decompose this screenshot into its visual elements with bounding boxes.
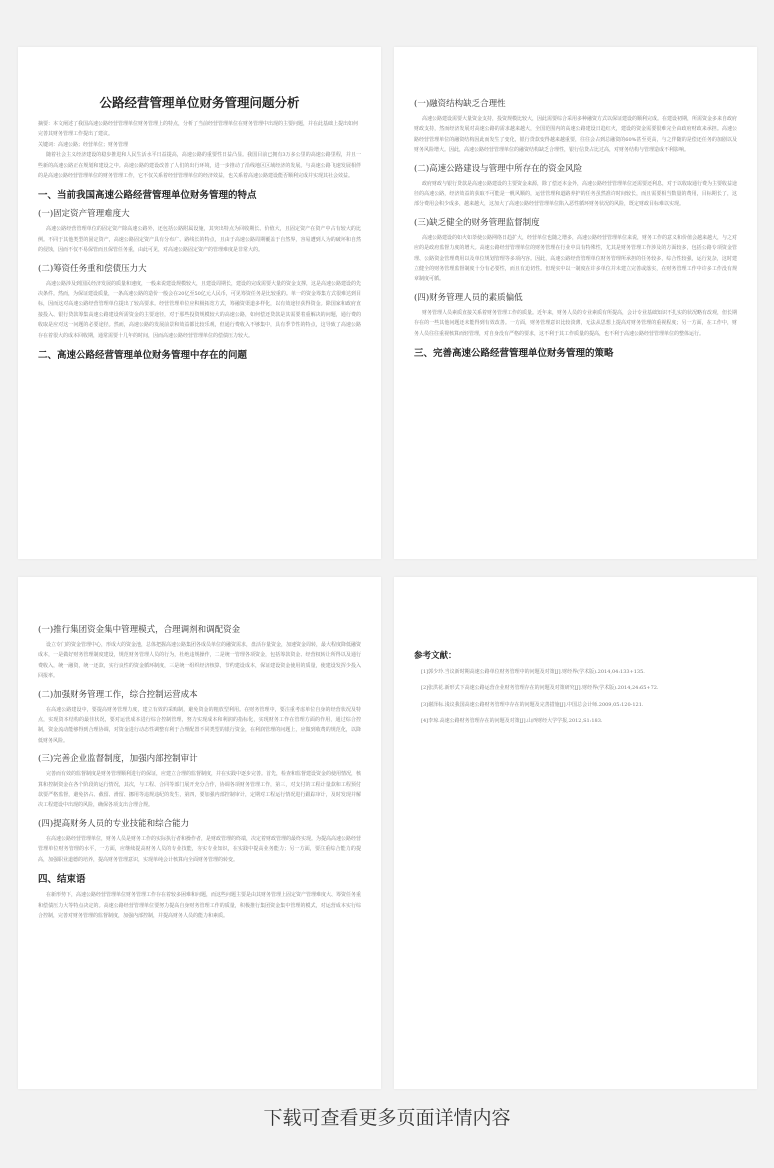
paragraph: 完善而有效的监督制度是财务管理顺利进行的保证，应建立合理的监督制度，并在实践中逐步完善。首先，检查和监督建设资金的使用情况，核算和控制资金在各个阶段的运行情况，其次，与工程、合同等部门展开充分合作，协调各项财务管理工作，第三，对支付的工程计量款和工程预付款要严格监督，避免挤占、截留、滑留、挪用等违规违纪的发生，第四，要加强内部控制审计，定期对工程运行情况进行跟踪审计，及时发现并解决工程建设中出现的风险，确保各项支出合理合规。 — [38, 771, 362, 809]
document-page-3 — [18, 577, 381, 1089]
document-title: 公路经营管理单位财务管理问题分析 — [99, 95, 300, 110]
subsection-heading: (三)缺乏健全的财务管理监督制度 — [414, 217, 540, 228]
abstract: 摘要：本文阐述了我国高速公路经营管理单位财务管理上的特点，分析了当前经营管理单位在财务管理中出现的主要问题，并在此基础上提出如何完善其财务管理工作提出了建议。 — [38, 121, 359, 138]
section-heading: 二、高速公路经营管理单位财务管理中存在的问题 — [38, 350, 248, 362]
paragraph: 政府财政与银行贷款是高速公路建设的主要资金来源，除了偿还本金外，高速公路经营管理单位还需要还利息，对于以收取通行费为主要收益途径的高速公路，经济效益的获取不可能是一帆风顺的，运营管理和道路养护的任务虽然准许时间较长，而且需要相当数量的费用，目标期长了，这部分费用会积少成多，越来越大，这加大了高速公路经营管理单位陷入恶性循环财务状况的风险，既定财政目标难以实现。 — [414, 180, 738, 208]
subsection-heading: (一)固定资产管理难度大 — [38, 209, 130, 220]
document-page-2 — [394, 47, 757, 559]
intro-paragraph: 随着社会主义经济建设的稳步推进和人民生活水平日益提高，高速公路的重要性日益凸显。我国目前已拥有3万多公里的高速公路里程，并且一些新的高速公路正在规划和建设之中。高速公路的建设改善了人们的出行环境，进一步推动了沿线地区区域经济的发展。与高速公路飞速发展相伴的是高速公路经营管理单位的财务管理工作，它不仅关系着经营管理单位的经济效益，也关系着高速公路建设能否顺利完成并实现其社会效益。 — [38, 152, 361, 180]
subsection-heading: (四)财务管理人员的素质偏低 — [414, 292, 523, 303]
references-heading: 参考文献： — [414, 651, 457, 661]
reference-item: [2]张洪花.新形式下高速公路运营企业财务管理存在的问题及对策研究[J].财经界(学术版).2014,24:65+72. — [421, 685, 659, 692]
subsection-heading: (四)提高财务人员的专业技能和综合能力 — [38, 818, 190, 829]
document-page-4 — [394, 577, 757, 1089]
paragraph: 在高速公路建设中，要提高财务管理力度，建立有效的采购制，避免资金的粗放型利用。在财务管理中，要注重考虑单位自身的经营状况及特点，实现资本结构的最佳状况，要对运营成本进行综合控制管理，努力实现成本和利润的指标化，实现财务工作在管理方面的作用，通过综合控制，资金流动能够得到合理协调，对资金进行动态性调整有利于合理配置不同类型的银行资金，在利润管理的问题上，应做到收费的规范化，以降低财务风险。 — [38, 706, 361, 744]
paragraph: 财务管理人员素质直接关系着财务管理工作的质量。近年来，财务人员的专业素质有所提高，会计专业基础知识不扎实的状况略有改观，但长期存在的一些其他问题还未能得到有效改善。一方面，财务管理意识比较淡薄，无法从思想上提高对财务管理的重视程度；另一方面，在工作中，财务人员往往重视核算而轻管理，对自身没有严格的要求，这不利于其工作质量的提高，也不利于高速公路经营管理单位的整体运行。 — [414, 309, 738, 337]
paragraph: 在新形势下，高速公路经营管理单位财务管理工作存在着较多困难和问题，而这些问题主要是由其财务管理上固定资产管理难度大、筹资任务重和偿债压力大等特点决定的。高速公路经营管理单位要努力提高自身财务管理工作的质量，积极推行集团资金集中管理的模式，对运营成本实行综合控制，完善对财务管理的监督制度，加强内部控制，并提高财务人员的能力和素质。 — [38, 892, 362, 919]
section-heading: 三、完善高速公路经营管理单位财务管理的策略 — [414, 348, 614, 360]
download-more-link[interactable]: 下载可查看更多页面详情内容 — [263, 1107, 511, 1129]
paragraph: 高速公路经营管理单位的固定资产除高速公路外，还包括公路附属设施，其突出特点为回收期长、价值大，且固定资产在资产中占有较大的比例。不同于其他类型的固定资产，高速公路固定资产具有分布广、路线长的特点，且由于高速公路周期覆盖于自然界，容易遭到人为的破坏和自然的侵蚀，因而不仅不易保管而且保管任务重，由此可见，对高速公路固定资产的管理难度是非常大的。 — [38, 226, 361, 254]
subsection-heading: (二)加强财务管理工作，综合控制运营成本 — [38, 689, 198, 700]
subsection-heading: (二)高速公路建设与管理中所存在的资金风险 — [414, 163, 583, 174]
keywords: 关键词：高速公路；经营单位；财务管理 — [38, 141, 129, 148]
section-heading: 四、结束语 — [38, 874, 86, 886]
paragraph: 高速公路建设的如火如荼使公路网络日趋扩大，经营单位也随之增多，高速公路经营管理单位来说，财务工作的意义和价值会越来越大，与之对应的是政府监督力度的增大。高速公路经营管理单位的财务管理在行业中具有特殊性，尤其是财务管理工作涉及的方面较多，包括公路专项资金管理、公路资金管理费用以及单位规划管理等多项内容。因此，高速公路经营管理单位财务管理所承担的任务较多，综合性较强，运行复杂，这时建立健全的财务管理监督制度十分有必要性，而且有迫切性。但现实中以一制度在许多单位并未建立完善或落实，在财务管理工作中许多工作没有规章制度可循。 — [414, 234, 738, 283]
paragraph: 设立专门的资金管理中心，形成大的资金池，总体把握高速公路集团各成员单位的融资需求，盘活存量资金，加速资金周转，最大程度降低融资成本，一是做好财务管理制度建设，规范财务管理人员的行为，杜绝违规操作，二是统一管理各项资金，包括筹款资金、经营权转让所得以及通行费收入，统一融资，统一还款，实行良性的资金循环制度，三是统一组织经济核算，节约建设成本，保证建设资金使用的质量，使建设发挥少投入回报率。 — [38, 642, 362, 680]
reference-item: [1]郭少玲.当议新时期高速公路单位财务管理中的问题及对策[J].财经界(学术版).2014,04:133+135. — [421, 669, 645, 675]
document-page-1 — [18, 47, 381, 559]
paragraph: 高速公路建设需要大量资金支持，投资规模比较大，因此需要综合采用多种融资方式以保证建设的顺利完成。在建设初期，所需资金多来自政府财政支持，然而经济发展对高速公路的需求越来越大，全国范围内的高速公路建设日趋红火，建设的资金需要很难完全由政府财政来承担。高速公路经营管理单位的融资结构因此而发生了变化，银行贷款变得越来越重要，往往会占到总融资的60%甚至更高，与之伴随的是偿还任务的加剧以及财务风险增大。因此，高速公路经营管理单位的融资结构缺乏合理性，银行信贷占比过高，对财务结构与管理造成不利影响。 — [414, 116, 738, 154]
subsection-heading: (二)筹资任务重和偿债压力大 — [38, 263, 147, 274]
reference-item: [3]谢泽标.浅议我国高速公路财务管理中存在的问题及完善措施[J].中国总会计师.2009,05:120-121. — [421, 701, 644, 708]
paragraph: 高速公路涉及到国民经济发展的质量和速度，一般来说建设规模较大，且建设周期长，建设的完成需要大量的资金支撑，这是高速公路建设的先决条件。然而，为保证建设质量，一条高速公路的造价一般会在20亿至50亿元人民币，可见筹资任务是比较重的。单一的资金筹集方式很难达到目标，因而这对高速公路经营管理单位提出了较高要求。经营管理单位应积极拓宽方式，筹融资渠道多样化，以有效途径获得资金。除国家和政府直接投入、银行贷款筹集高速公路建设所需资金的主要途径，对于那些投资规模较大的高速公路，如何偿还贷款是其需要着重解决的问题，通行费的收取是应对这一问题的必要途径。然而，高速公路的发展前景和效益都比较乐观，但通行费收入不够集中，具有季节性的特点，这导致了高速公路存在着很大的成本回收期，通常需要十几年的时间，因而高速公路经营管理单位的偿债压力较大。 — [38, 280, 362, 339]
subsection-heading: (一)融资结构缺乏合理性 — [414, 99, 506, 109]
subsection-heading: (三)完善企业监督制度，加强内部控制审计 — [38, 754, 198, 765]
paragraph: 在高速公路经营管理单位，财务人员是财务工作的实际执行者和操作者，是财政管理的终端，决定着财政管理的最终实现。为提高高速公路经营管理单位财务管理的水平，一方面，应继续提高财务人员的专业技能，夯实专业知识，在实践中提高业务能力；另一方面，要注重综合能力的提高，加强职业道德的培养，提高财务管理意识，实现单纯会计核算向全面财务管理的转变。 — [38, 835, 362, 863]
section-heading: 一、当前我国高速公路经营管理单位财务管理的特点 — [38, 190, 257, 202]
reference-item: [4]李琼.高速公路财务管理存在的问题及对策[J].山西财经大学学报,2012,S1:183. — [421, 718, 603, 725]
subsection-heading: (一)推行集团资金集中管理模式，合理调剂和调配资金 — [38, 625, 241, 635]
